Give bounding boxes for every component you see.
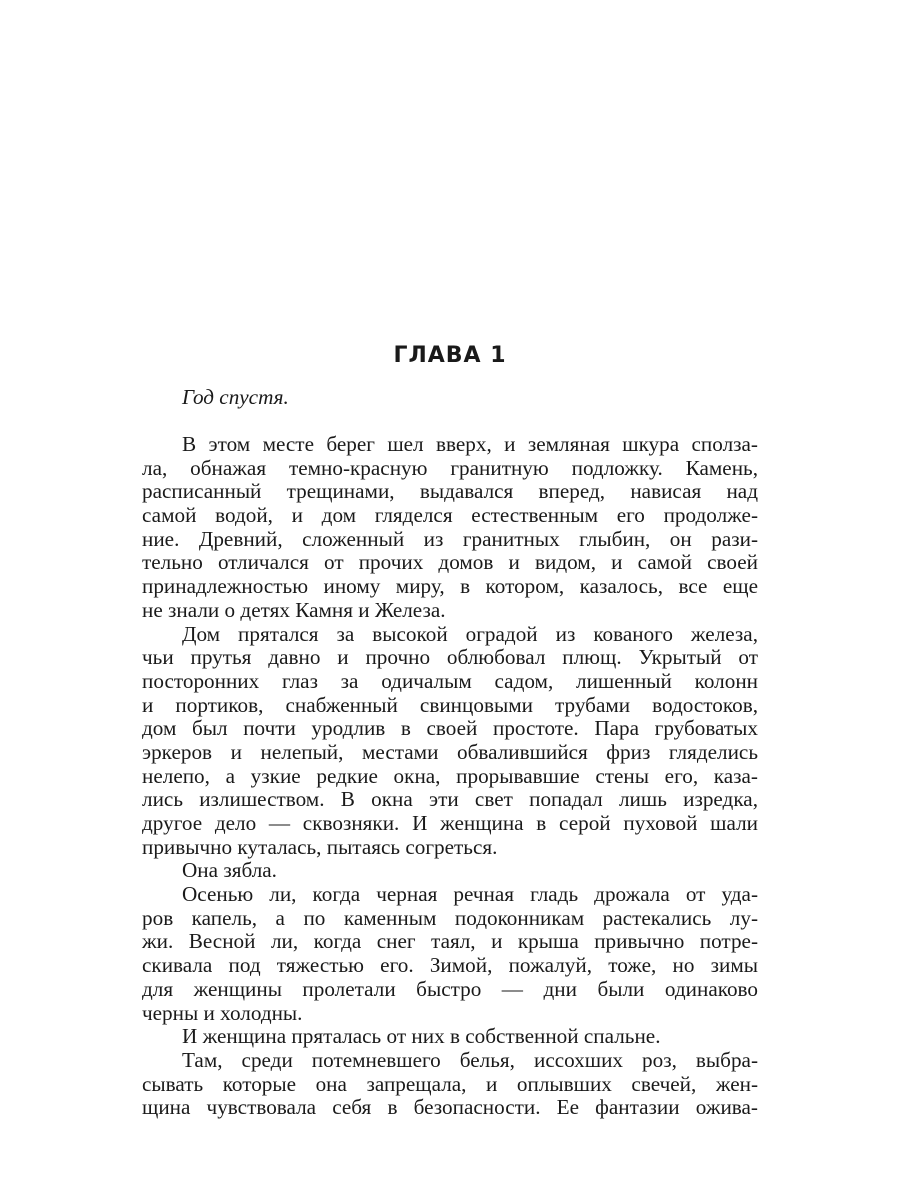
text-line: Осенью ли, когда черная речная гладь дрожала от уда- (182, 882, 758, 907)
paragraph-2 (142, 623, 758, 860)
text-line: нелепо, а узкие редкие окна, прорывавшие стены его, каза- (142, 763, 758, 788)
text-line: Дом прятался за высокой оградой из кованого железа, (182, 621, 758, 646)
text-line: тельно отличался от прочих домов и видом, и самой своей (142, 550, 758, 575)
text-line: ла, обнажая темно-красную гранитную подложку. Камень, (142, 455, 758, 480)
text-line: черны и холодны. (142, 1000, 303, 1025)
text-line: сывать которые она запрещала, и оплывших свечей, жен- (142, 1071, 758, 1096)
paragraph-6 (142, 1049, 758, 1120)
text-line: Она зябла. (182, 858, 277, 883)
text-line: эркеров и нелепый, местами обвалившийся фриз гляделись (142, 739, 758, 764)
text-line: привычно куталась, пытаясь согреться. (142, 834, 498, 859)
text-line: расписанный трещинами, выдавался вперед, нависая над (142, 479, 758, 504)
text-line: другое дело — сквозняки. И женщина в серой пуховой шали (142, 811, 758, 835)
text-line: посторонних глаз за одичалым садом, лишенный колонн (142, 668, 758, 693)
text-line: чьи прутья давно и прочно облюбовал плющ. Укрытый от (142, 645, 758, 670)
text-line: дом был почти уродлив в своей простоте. Пара грубоватых (142, 716, 758, 741)
paragraph-5 (142, 1025, 758, 1049)
chapter-title: ГЛАВА 1 (393, 343, 507, 368)
text-line: лись излишеством. В окна эти свет попадал лишь изредка, (142, 787, 758, 812)
body-text (142, 384, 758, 1120)
text-line: В этом месте берег шел вверх, и земляная шкура сполза- (182, 432, 758, 456)
text-line: принадлежностью иному миру, в котором, казалось, все еще (142, 574, 758, 599)
text-line: ние. Древний, сложенный из гранитных глыбин, он рази- (142, 526, 758, 551)
text-line: самой водой, и дом гляделся естественным его продолже- (142, 503, 758, 528)
text-line: и портиков, снабженный свинцовыми трубами водостоков, (142, 692, 758, 717)
text-line: не знали о детях Камня и Железа. (142, 597, 446, 622)
text-line: щина чувствовала себя в безопасности. Ее фантазии ожива- (142, 1095, 758, 1120)
text-line: для женщины пролетали быстро — дни были одинаково (142, 976, 758, 1001)
paragraph-4 (142, 883, 758, 1025)
epigraph: Год спустя. (182, 385, 289, 409)
paragraph-1 (142, 433, 758, 623)
text-line: Там, среди потемневшего белья, иссохших роз, выбра- (182, 1047, 758, 1072)
text-line: ров капель, а по каменным подоконникам растекались лу- (142, 905, 758, 930)
paragraph-3 (142, 859, 758, 883)
text-line: скивала под тяжестью его. Зимой, пожалуй, тоже, но зимы (142, 953, 758, 978)
text-line: И женщина пряталась от них в собственной спальне. (182, 1024, 661, 1049)
text-line: жи. Весной ли, когда снег таял, и крыша привычно потре- (142, 929, 758, 954)
